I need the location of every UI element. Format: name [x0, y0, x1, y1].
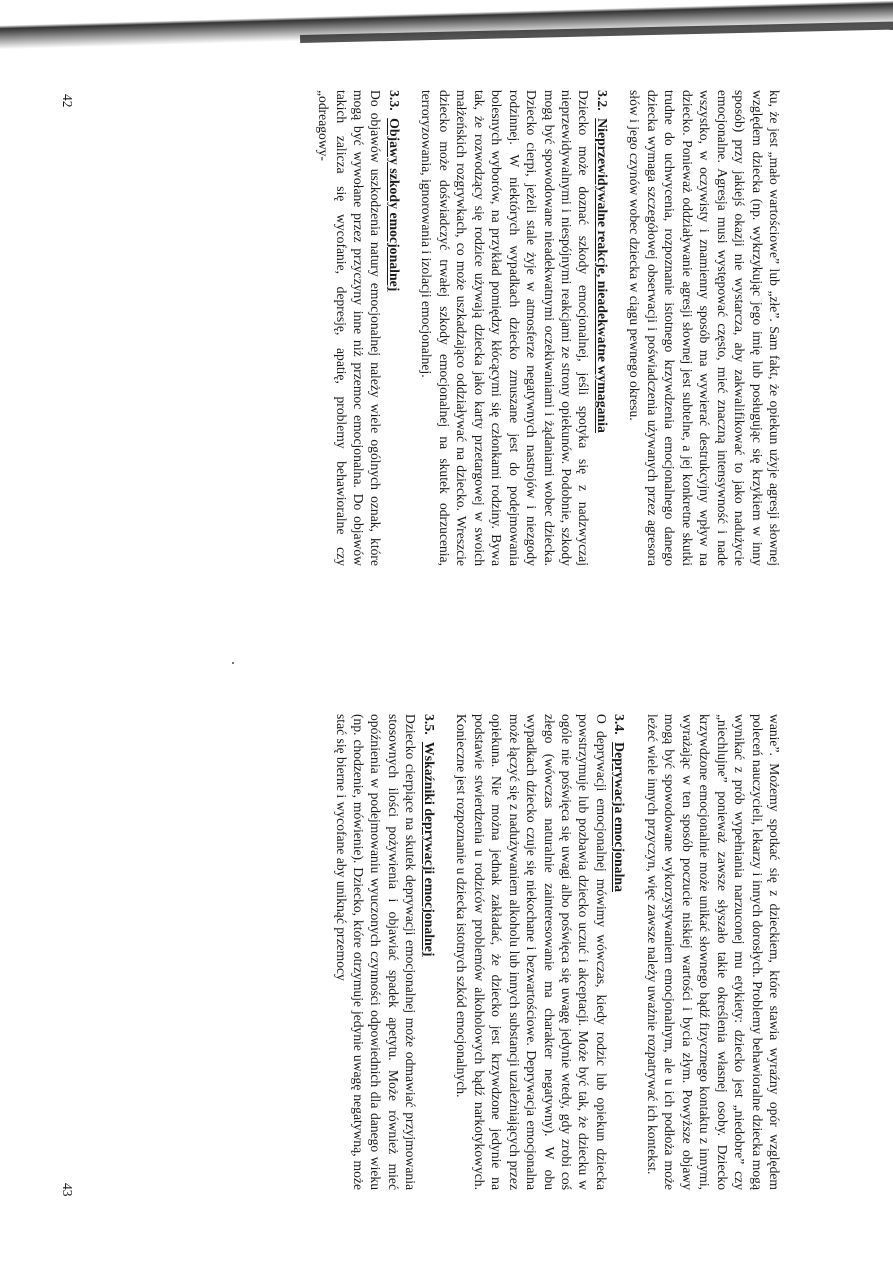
section-3-4-paragraph: O deprywacji emocjonalnej mówimy wówczas, kiedy rodzic lub opiekun dziecka powstrzymuje lub pozbawia dziecko uczuć i akceptacji. Może być tak, że dziecku w ogóle nie poświęca się uwagi albo poświęca się uwagę jedynie wtedy, gdy zrobi coś złego (wówczas naturalnie zainteresowanie ma charakter negatywny). W obu wypadkach dziecko czuje się niekochane i bezwartościowe. Deprywacja emocjonalna może łączyć się z nadużywaniem alkoholu lub innych substancji uzależniających przez opiekuna. Nie można jednak zakładać, że dziecko jest krzywdzone jedynie na podstawie stwierdzenia u rodziców problemów alkoholowych bądź narkotykowych. Konieczne jest rozpoznanie u dziecka istotnych szkód emocjonalnych. — [454, 714, 609, 1190]
page-number: 43 — [60, 1183, 75, 1197]
right-intro-paragraph: wanie”. Możemy spotkać się z dzieckiem, które stawia wyraźny opór względem poleceń nauczycieli, lekarzy i innych dorosłych. Problemy behawioralne dziecka mogą wynikać z prób wypełniania narzuconej mu etykiety: dziecko jest „niedobre” czy „niechlujne” ponieważ zawsze słyszało takie określenia własnej osoby. Dziecko krzywdzone emocjonalnie może unikać słownego bądź fizycznego kontaktu z innymi, wyrażając w ten sposób poczucie niskiej wartości i bycia złym. Powyższe objawy mogą być spowodowane wykorzystywaniem emocjonalnym, ale u ich podłoża może leżeć wiele innych przyczyn, więc zawsze należy uważnie rozpatrywać ich kontekst. — [644, 714, 782, 1190]
section-heading-3-4 — [611, 714, 628, 1190]
right-page — [0, 631, 893, 1263]
scan-speck — [232, 662, 234, 664]
section-3-5-paragraph: Dziecko cierpiące na skutek deprywacji emocjonalnej może odmawiać przyjmowania stosownych ilości pożywienia i objawiać spadek apetytu. Może również mieć opóźnienia w podejmowaniu wyuczonych czynności odpowiednich dla danego wieku (np. chodzenie, mówienie). Dziecko, które otrzymuje jedynie uwagę negatywną, może stać się bierne i wycofane aby uniknąć przemocy — [333, 714, 419, 1190]
section-number: 3.5. — [421, 714, 437, 735]
section-heading-3-2 — [593, 90, 610, 566]
section-3-3-paragraph: Do objawów uszkodzenia natury emocjonalnej należy wiele ogólnych oznak, które mogą być wywołane przez przyczyny inne niż przemoc emocjonalna. Do objawów takich zalicza się wycofanie, depresję, apatię, problemy behawioralne czy „odreagowy- — [316, 90, 384, 566]
page-number: 42 — [60, 94, 75, 108]
section-number: 3.3. — [386, 90, 402, 111]
section-3-2-paragraph: Dziecko może doznać szkody emocjonalnej, jeśli spotyka się z nadzwyczaj nieprzewidywalnymi i niespójnymi reakcjami ze strony opiekunów. Podobnie, szkody mogą być spowodowane nieadekwatnymi oczekiwaniami i żądaniami wobec dziecka. Dziecko cierpi, jeżeli stale żyje w atmosferze negatywnych nastrojów i niezgody rodzinnej. W niektórych wypadkach dziecko zmuszane jest do podejmowania bolesnych wyborów, na przykład pomiędzy kłócącymi się członkami rodziny. Bywa tak, że rozwodzący się rodzice używają dziecka jako karty przetargowej w swoich małżeńskich rozgrywkach, co może uszkadzająco oddziaływać na dziecko. Wreszcie dziecko może doświadczyć trwałej szkody emocjonalnej na skutek odrzucenia, terroryzowania, ignorowania i izolacji emocjonalnej. — [419, 90, 592, 566]
section-number: 3.4. — [612, 714, 628, 735]
right-page-text-column — [332, 714, 783, 1190]
section-title: Deprywacja emocjonalna — [612, 742, 628, 892]
section-heading-3-5 — [420, 714, 437, 1190]
section-title: Objawy szkody emocjonalnej — [386, 118, 402, 292]
section-number: 3.2. — [594, 90, 610, 111]
left-page — [0, 0, 893, 631]
left-page-text-column — [315, 90, 783, 566]
section-title: Wskaźniki deprywacji emocjonalnej — [421, 741, 437, 957]
section-heading-3-3 — [385, 90, 402, 566]
section-title: Nieprzewidywalne reakcje, nieadekwatne wymagania — [594, 118, 610, 433]
left-intro-paragraph: ku, że jest „mało wartościowe” lub „złe”. Sam fakt, że opiekun użyje agresji słownej względem dziecka (np. wykrzykując jego imię lub posługując się krzykiem w inny sposób) przy jakiejś okazji nie wystarcza, aby zakwalifikować to jako nadużycie emocjonalne. Agresja musi występować często, mieć znaczną intensywność i nade wszystko, w oczywisty i znamienny sposób ma wywierać destrukcyjny wpływ na dziecko. Ponieważ oddziaływanie agresji słownej jest subtelne, a jej konkretne skutki trudne do uchwycenia, rozpoznanie istotnego krzywdzenia emocjonalnego danego dziecka wymaga szczegółowej obserwacji i poświadczenia używanych przez agresora słów i jego czynów wobec dziecka w ciągu pewnego okresu. — [627, 90, 782, 566]
